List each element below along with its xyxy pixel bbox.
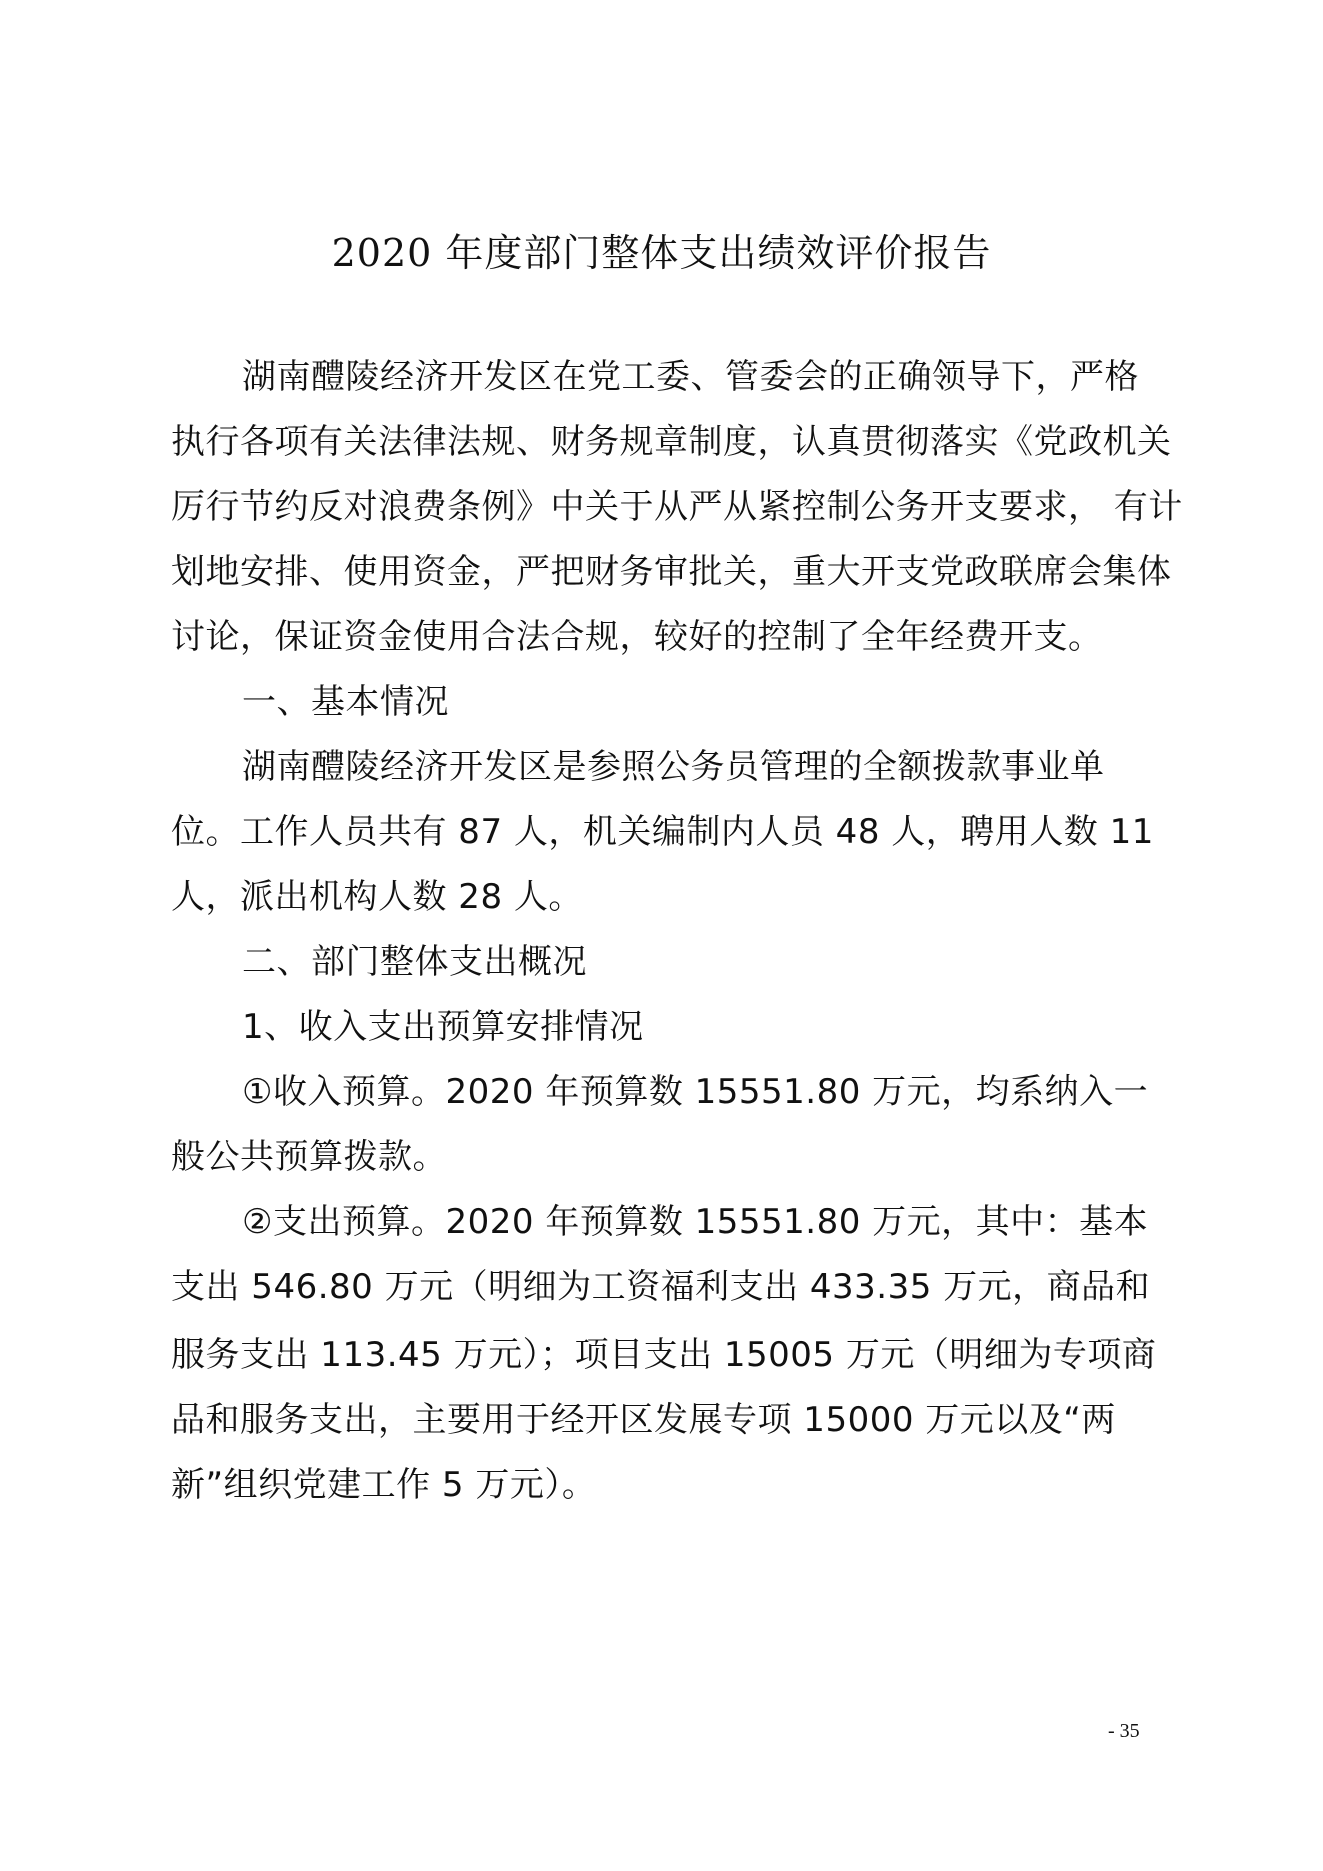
paragraph-line: 支出 546.80 万元（明细为工资福利支出 433.35 万元，商品和: [171, 1267, 1151, 1307]
page-number: - 35: [1108, 1720, 1140, 1742]
paragraph-line: 讨论，保证资金使用合法合规，较好的控制了全年经费开支。: [171, 617, 1103, 657]
paragraph-line: 新”组织党建工作 5 万元）。: [171, 1465, 597, 1505]
paragraph-line: 位。工作人员共有 87 人，机关编制内人员 48 人，聘用人数 11: [171, 812, 1154, 852]
paragraph-line: 划地安排、使用资金，严把财务审批关，重大开支党政联席会集体: [171, 552, 1172, 592]
report-title: 2020 年度部门整体支出绩效评价报告: [331, 231, 992, 275]
paragraph-line: 厉行节约反对浪费条例》中关于从严从紧控制公务开支要求， 有计: [171, 487, 1183, 527]
paragraph-line: 湖南醴陵经济开发区在党工委、管委会的正确领导下，严格: [242, 357, 1139, 397]
subsection-heading: 1、收入支出预算安排情况: [242, 1007, 644, 1047]
paragraph-line: 服务支出 113.45 万元）；项目支出 15005 万元（明细为专项商: [171, 1335, 1157, 1375]
paragraph-line: ②支出预算。2020 年预算数 15551.80 万元，其中：基本: [242, 1202, 1149, 1242]
paragraph-line: 品和服务支出，主要用于经开区发展专项 15000 万元以及“两: [171, 1400, 1116, 1440]
paragraph-line: ①收入预算。2020 年预算数 15551.80 万元，均系纳入一: [242, 1072, 1149, 1112]
paragraph-line: 执行各项有关法律法规、财务规章制度，认真贯彻落实《党政机关: [171, 422, 1172, 462]
section-heading: 一、基本情况: [242, 682, 449, 722]
paragraph-line: 人，派出机构人数 28 人。: [171, 877, 583, 917]
paragraph-line: 湖南醴陵经济开发区是参照公务员管理的全额拨款事业单: [242, 747, 1105, 787]
section-heading: 二、部门整体支出概况: [242, 942, 587, 982]
paragraph-line: 般公共预算拨款。: [171, 1137, 447, 1177]
